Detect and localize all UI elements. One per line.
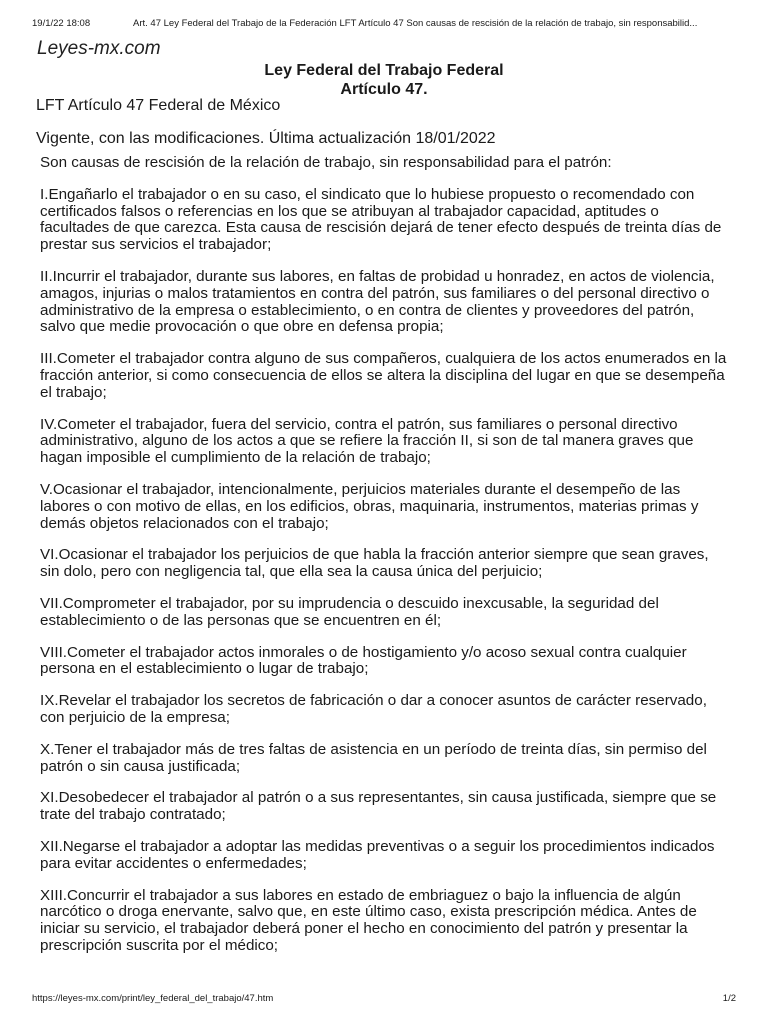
footer-url: https://leyes-mx.com/print/ley_federal_del_trabajo/47.htm [32,993,274,1004]
page-number: 1/2 [722,993,736,1004]
fraction-paragraph: I.Engañarlo el trabajador o en su caso, el sindicato que lo hubiese propuesto o recomendado con certificados falsos o referencias en los que se atribuyan al trabajador capacidad, aptitudes o facultades de que carezca. Esta causa de rescisión dejará de tener efecto después de treinta días de prestar sus servicios el trabajador; [40,185,722,254]
print-page-title: Art. 47 Ley Federal del Trabajo de la Federación LFT Artículo 47 Son causas de rescisión de la relación de trabajo, sin responsabilid... [133,18,698,29]
fraction-paragraph: VII.Comprometer el trabajador, por su imprudencia o descuido inexcusable, la seguridad del establecimiento o de las personas que se encuentren en él; [40,594,659,629]
fraction-paragraph: XII.Negarse el trabajador a adoptar las medidas preventivas o a seguir los procedimientos indicados para evitar accidentes o enfermedades; [40,837,715,872]
article-body [40,155,732,970]
print-date: 19/1/22 18:08 [32,18,91,29]
status-line: Vigente, con las modificaciones. Última actualización 18/01/2022 [36,130,496,147]
fraction-paragraph: XI.Desobedecer el trabajador al patrón o a sus representantes, sin causa justificada, siempre que se trate del trabajo contratado; [40,789,717,824]
fraction-paragraph: VI.Ocasionar el trabajador los perjuicios de que habla la fracción anterior siempre que sean graves, sin dolo, pero con negligencia tal, que ella sea la causa única del perjuicio; [40,546,709,581]
print-header [0,0,768,34]
article-heading: Artículo 47. [340,81,428,98]
fraction-paragraph: IV.Cometer el trabajador, fuera del servicio, contra el patrón, sus familiares o personal directivo administrativo, alguno de los actos a que se refiere la fracción II, si son de tal manera graves que hagan imposible el cumplimiento de la relación de trabajo; [40,415,694,467]
fraction-paragraph: V.Ocasionar el trabajador, intencionalmente, perjuicios materiales durante el desempeño de las labores o con motivo de ellas, en los edificios, obras, maquinaria, instrumentos, materias primas y demás objetos relacionados con el trabajo; [40,480,699,532]
document-subtitle: LFT Artículo 47 Federal de México [36,97,281,114]
fraction-paragraph: III.Cometer el trabajador contra alguno de sus compañeros, cualquiera de los actos enumerados en la fracción anterior, si como consecuencia de ellos se altera la disciplina del lugar en que se desempeña el trabajo; [40,350,727,401]
fraction-paragraph: XIII.Concurrir el trabajador a sus labores en estado de embriaguez o bajo la influencia de algún narcótico o droga enervante, salvo que, en este último caso, exista prescripción médica. Antes de iniciar su servicio, el trabajador deberá poner el hecho en conocimiento del patrón y presentar la prescripción suscrita por el médico; [40,886,697,954]
site-name: Leyes-mx.com [37,38,161,59]
fraction-paragraph: II.Incurrir el trabajador, durante sus labores, en faltas de probidad u honradez, en actos de violencia, amagos, injurias o malos tratamientos en contra del patrón, sus familiares o del personal directivo o administrativo de la empresa o establecimiento, o en contra de clientes y proveedores del patrón, salvo que medie provocación o que obre en defensa propia; [40,267,715,336]
article-intro: Son causas de rescisión de la relación de trabajo, sin responsabilidad para el patrón: [40,154,612,171]
fraction-paragraph: IX.Revelar el trabajador los secretos de fabricación o dar a conocer asuntos de carácter reservado, con perjuicio de la empresa; [40,692,707,726]
document-title: Ley Federal del Trabajo Federal [264,62,504,79]
fraction-paragraph: VIII.Cometer el trabajador actos inmorales o de hostigamiento y/o acoso sexual contra cualquier persona en el establecimiento o lugar de trabajo; [40,643,687,678]
print-footer [0,990,768,1010]
fraction-paragraph: X.Tener el trabajador más de tres faltas de asistencia en un período de treinta días, sin permiso del patrón o sin causa justificada; [40,740,707,775]
